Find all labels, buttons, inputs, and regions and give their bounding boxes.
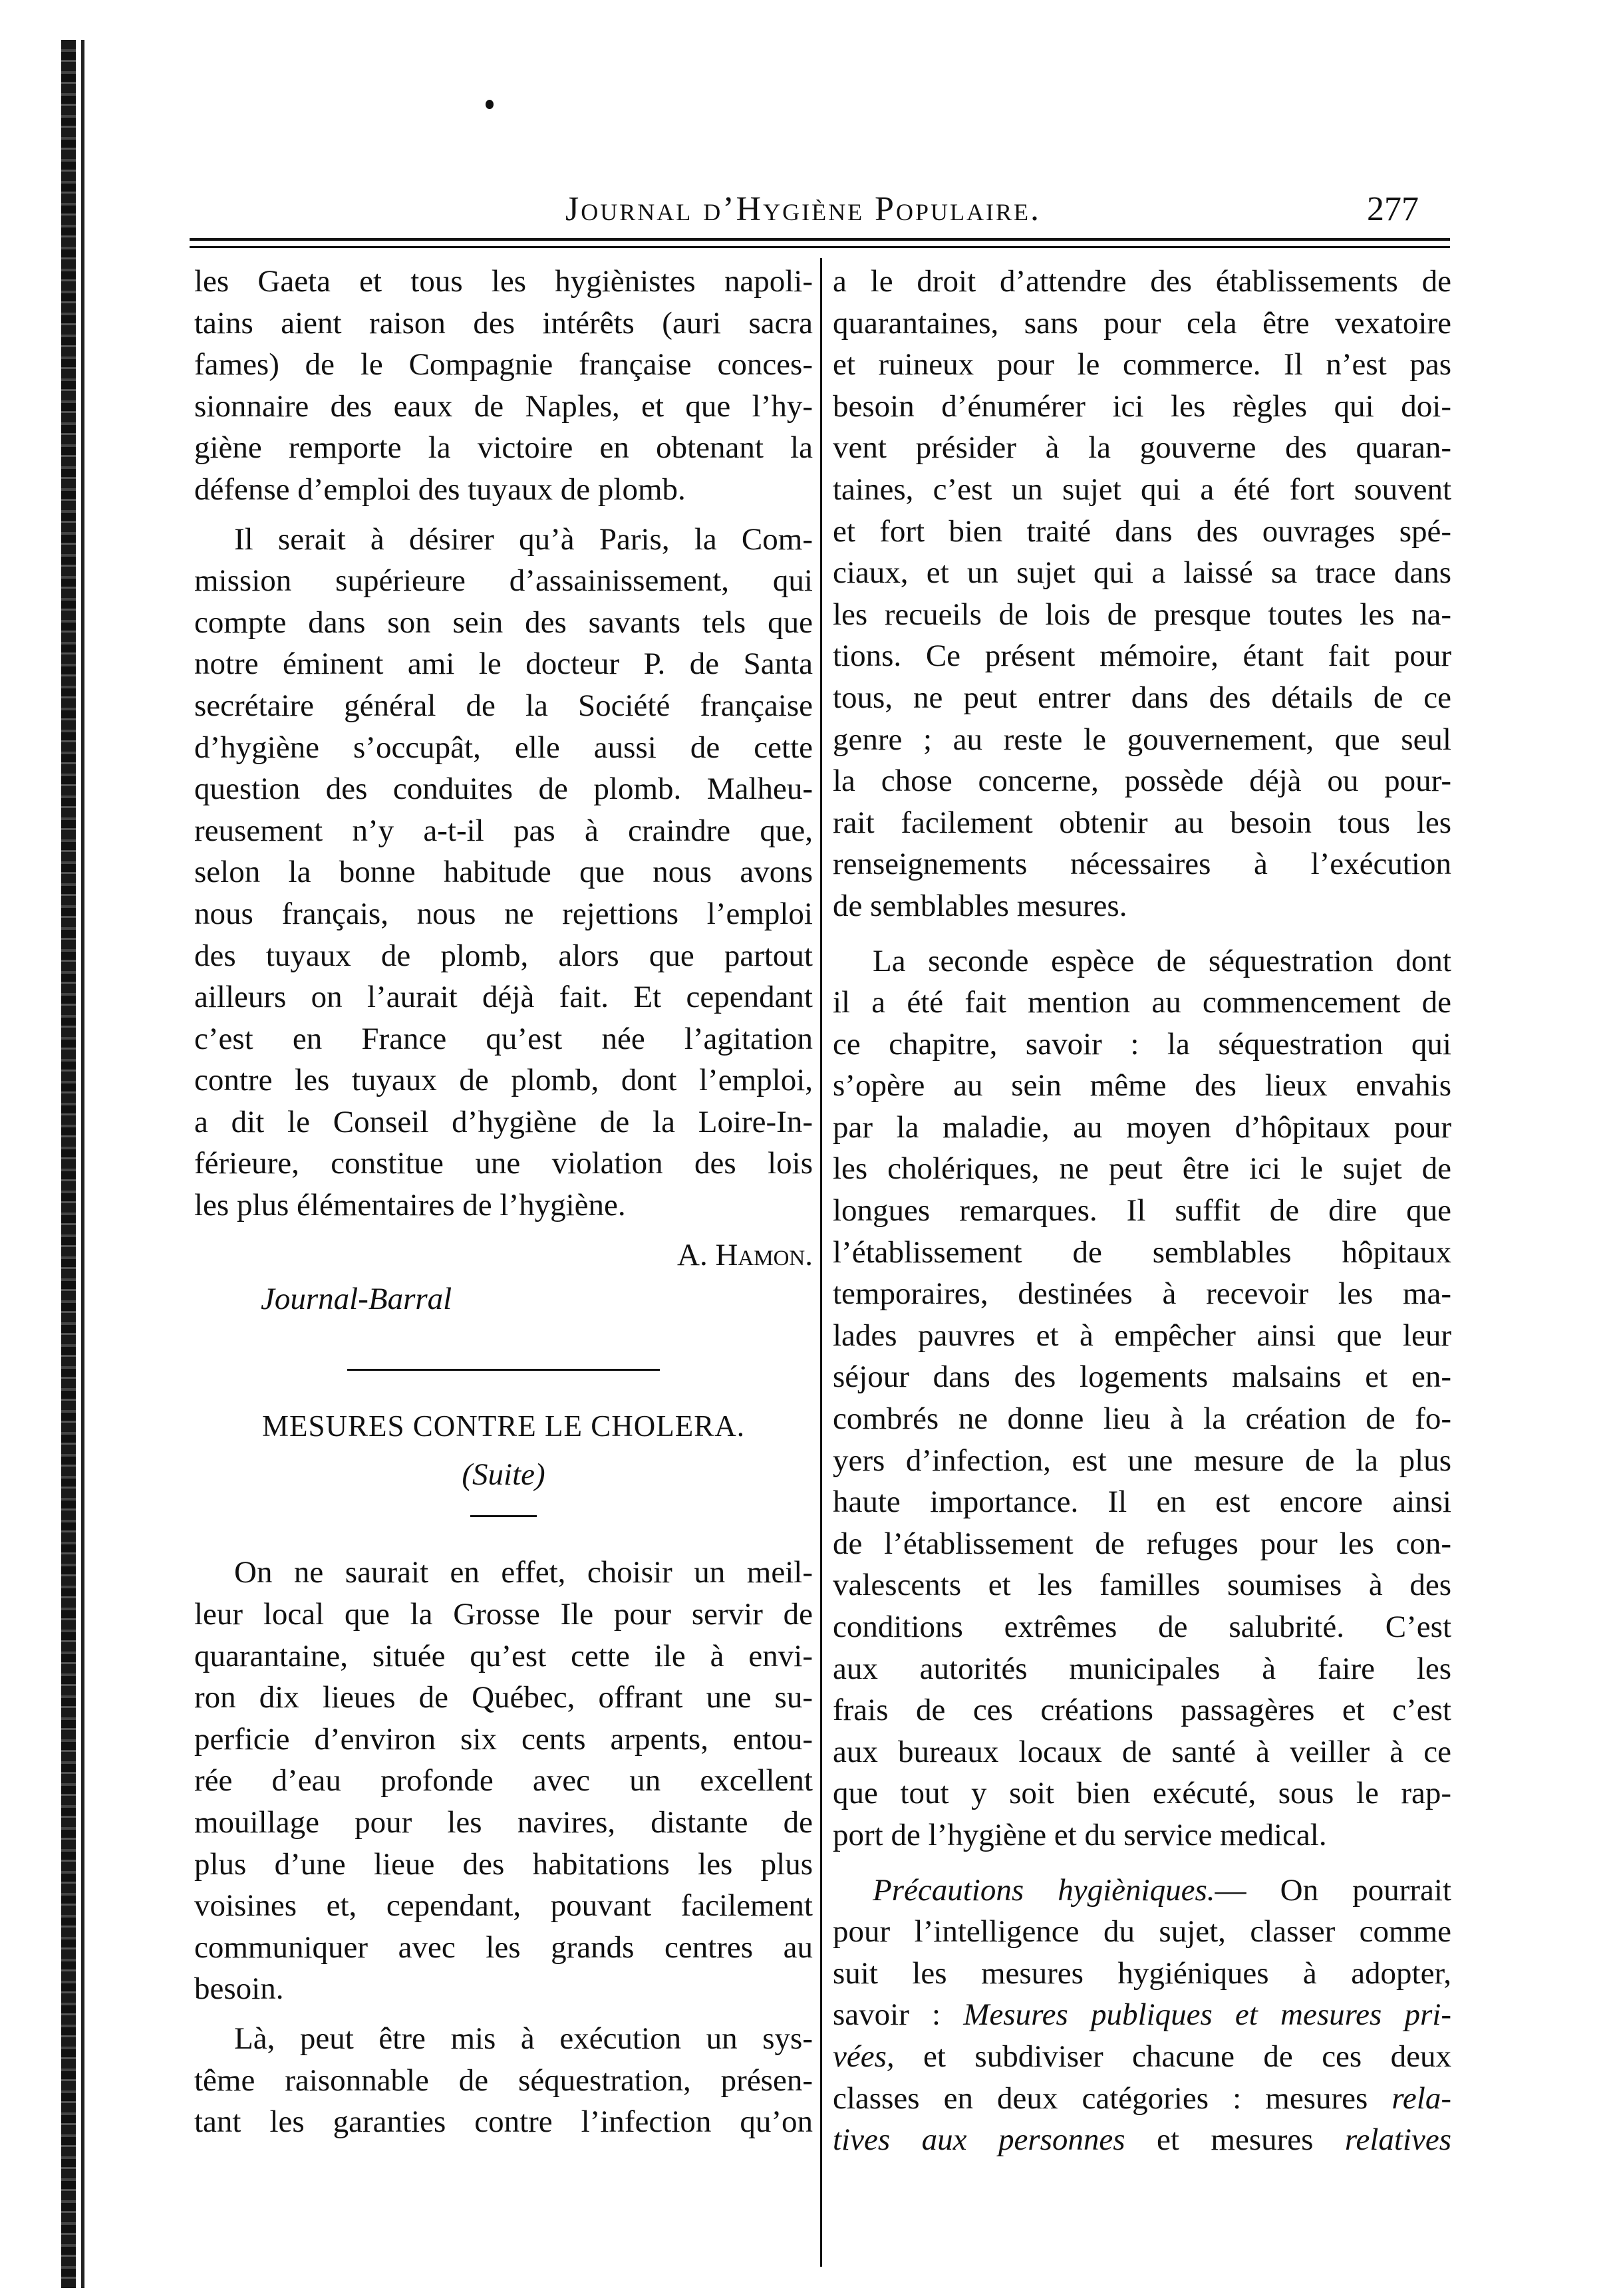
- binding-line: [81, 40, 84, 2288]
- text-line: lades pauvres et à empêcher ainsi que leur: [833, 1318, 1451, 1353]
- text-line: tant les garanties contre l’infection qu’on: [194, 2104, 813, 2140]
- text-line: ce chapitre, savoir : la séquestration qui: [833, 1026, 1451, 1062]
- text-line: vent présider à la gouverne des quaran-: [833, 430, 1451, 466]
- text-line: séjour dans des logements malsains et en-: [833, 1360, 1451, 1395]
- paragraph: [194, 1552, 813, 2010]
- text-line: question des conduites de plomb. Malheu-: [194, 772, 813, 807]
- text-line: temporaires, destinées à recevoir les ma-: [833, 1276, 1451, 1312]
- text-line: s’opère au sein même des lieux envahis: [833, 1068, 1451, 1103]
- text-line: reusement n’y a-t-il pas à craindre que,: [194, 813, 813, 848]
- italic-heading: Précautions hygièniques.: [873, 1872, 1215, 1908]
- text-line: combrés ne donne lieu à la création de fo-: [833, 1401, 1451, 1437]
- text-line: haute importance. Il en est encore ainsi: [833, 1485, 1451, 1520]
- text-line: La seconde espèce de séquestration dont: [873, 943, 1451, 978]
- binding-edge: [61, 40, 76, 2288]
- text-line: ailleurs on l’aurait déjà fait. Et cependant: [194, 980, 813, 1015]
- right-column: [833, 261, 1451, 2161]
- text-line: férieure, constitue une violation des lois: [194, 1146, 813, 1181]
- paragraph: [194, 261, 813, 511]
- paragraph: [833, 261, 1451, 927]
- source-credit: Journal-Barral: [261, 1282, 452, 1317]
- text-line: port de l’hygiène et du service medical.: [833, 1817, 1327, 1852]
- text-line: longues remarques. Il suffit de dire que: [833, 1193, 1451, 1228]
- text-line: d’hygiène s’occupât, elle aussi de cette: [194, 730, 813, 765]
- section-title: MESURES CONTRE LE CHOLERA.: [261, 1409, 746, 1443]
- text-line: c’est en France qu’est née l’agitation: [194, 1021, 813, 1056]
- short-separator: [470, 1515, 537, 1517]
- text-line: besoin d’énumérer ici les règles qui doi-: [833, 388, 1451, 424]
- paragraph: [194, 519, 813, 1226]
- section-subtitle: (Suite): [462, 1457, 545, 1492]
- text-line: que tout y soit bien exécuté, sous le rap-: [833, 1776, 1451, 1811]
- running-head: Journal d’Hygiène Populaire.: [565, 190, 1041, 228]
- text-line: et fort bien traité dans des ouvrages spé-: [833, 513, 1451, 549]
- text-line: a dit le Conseil d’hygiène de la Loire-In-: [194, 1104, 813, 1139]
- text-line: fames) de le Compagnie française conces-: [194, 347, 813, 382]
- text-line: giène remporte la victoire en obtenant la: [194, 430, 813, 466]
- text-line: de l’établissement de refuges pour les con-: [833, 1526, 1451, 1561]
- text-line: quarantaines, sans pour cela être vexatoire: [833, 305, 1451, 341]
- text-line: et ruineux pour le commerce. Il n’est pas: [833, 347, 1451, 382]
- ink-dot: [486, 100, 494, 109]
- text-line: nous français, nous ne rejettions l’emploi: [194, 896, 813, 931]
- text-line: l’établissement de semblables hôpitaux: [833, 1234, 1451, 1270]
- text-line: mission supérieure d’assainissement, qui: [194, 563, 813, 599]
- text-line: par la maladie, au moyen d’hôpitaux pour: [833, 1109, 1451, 1145]
- text-line: notre éminent ami le docteur P. de Santa: [194, 646, 813, 682]
- text-line: rée d’eau profonde avec un excellent: [194, 1763, 813, 1798]
- text-line: les plus élémentaires de l’hygiène.: [194, 1188, 626, 1223]
- text-line: défense d’emploi des tuyaux de plomb.: [194, 472, 686, 507]
- text-line: sionnaire des eaux de Naples, et que l’hy-: [194, 388, 813, 424]
- text-line: On ne saurait en effet, choisir un meil-: [234, 1555, 813, 1590]
- text-line: genre ; au reste le gouvernement, que seul: [833, 722, 1451, 757]
- paragraph: [833, 940, 1451, 1856]
- text-line: rait facilement obtenir au besoin tous les: [833, 805, 1451, 840]
- text-line: selon la bonne habitude que nous avons: [194, 855, 813, 890]
- text-line: les cholériques, ne peut être ici le sujet de: [833, 1151, 1451, 1187]
- section-separator: [347, 1369, 660, 1371]
- text-line: aux bureaux locaux de santé à veiller à ce: [833, 1734, 1451, 1769]
- text-line: tême raisonnable de séquestration, présen-: [194, 2063, 813, 2098]
- text-line: renseignements nécessaires à l’exécution: [833, 847, 1451, 882]
- text-line: perficie d’environ six cents arpents, entou-: [194, 1721, 813, 1757]
- text-line: des tuyaux de plomb, alors que partout: [194, 938, 813, 973]
- text-line: de semblables mesures.: [833, 888, 1127, 923]
- text-line: frais de ces créations passagères et c’est: [833, 1693, 1451, 1728]
- text-line: ciaux, et un sujet qui a laissé sa trace dans: [833, 555, 1451, 591]
- text-line: plus d’une lieue des habitations les plus: [194, 1846, 813, 1882]
- text-line: communiquer avec les grands centres au: [194, 1930, 813, 1965]
- left-column: [194, 261, 813, 2143]
- paragraph: [194, 2018, 813, 2143]
- text-line: aux autorités municipales à faire les: [833, 1651, 1451, 1686]
- text-line: les recueils de lois de presque toutes les na-: [833, 597, 1451, 632]
- text-line: ron dix lieues de Québec, offrant une su-: [194, 1680, 813, 1715]
- author-signature: A. Hamon.: [677, 1237, 813, 1272]
- text-line: tous, ne peut entrer dans des détails de ce: [833, 680, 1451, 715]
- text-line: valescents et les familles soumises à des: [833, 1568, 1451, 1603]
- column-divider: [820, 258, 822, 2267]
- text-line: Il serait à désirer qu’à Paris, la Com-: [234, 521, 813, 557]
- text-line: compte dans son sein des savants tels que: [194, 605, 813, 640]
- text-line: les Gaeta et tous les hygiènistes napoli-: [194, 264, 813, 299]
- text-line: leur local que la Grosse Ile pour servir de: [194, 1597, 813, 1632]
- text-line: Là, peut être mis à exécution un sys-: [234, 2021, 813, 2056]
- header-rule-top: [190, 238, 1450, 241]
- text-line: tions. Ce présent mémoire, étant fait pour: [833, 639, 1451, 674]
- text-line: tains aient raison des intérêts (auri sacra: [194, 305, 813, 341]
- text-line: voisines et, cependant, pouvant facilement: [194, 1888, 813, 1924]
- text-line: quarantaine, située qu’est cette ile à envi-: [194, 1638, 813, 1673]
- text-line: conditions extrêmes de salubrité. C’est: [833, 1610, 1451, 1644]
- text-line: mouillage pour les navires, distante de: [194, 1805, 813, 1840]
- paragraph-precautions: Précautions hygièniques.— On pourrait pour l’intelligence du sujet, classer comme suit les mesures hygiéniques à adopter, savoir : Mesures publiques et mesures pri- vées, et subdiviser chacune de ces deux classes en deux catégories : mesures rela- tives aux personnes et mesures relatives: [833, 1872, 1452, 2158]
- text-line: contre les tuyaux de plomb, dont l’emploi,: [194, 1063, 813, 1098]
- text-line: secrétaire général de la Société française: [194, 688, 813, 723]
- text-line: la chose concerne, possède déjà ou pour-: [833, 764, 1451, 799]
- header-rule-bottom: [190, 246, 1450, 248]
- text-line: taines, c’est un sujet qui a été fort souvent: [833, 472, 1451, 507]
- page-number: 277: [1367, 190, 1419, 228]
- text-line: yers d’infection, est une mesure de la plus: [833, 1443, 1451, 1478]
- text-line: besoin.: [194, 1971, 284, 2007]
- text-line: a le droit d’attendre des établissements de: [833, 264, 1451, 299]
- text-line: il a été fait mention au commencement de: [833, 985, 1451, 1020]
